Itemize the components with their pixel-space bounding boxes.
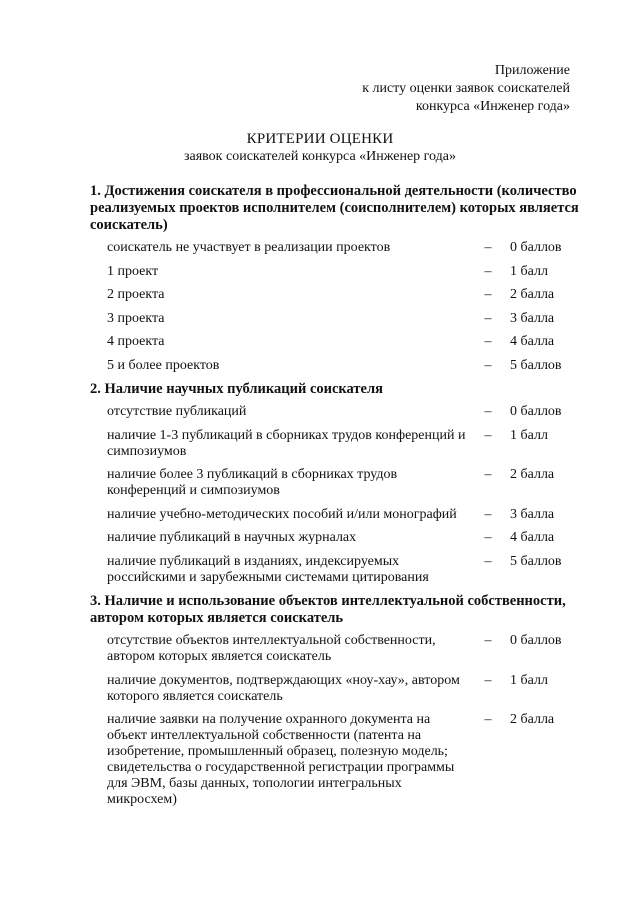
- criterion-score: 4 балла: [510, 530, 555, 545]
- criteria-section-publications: [90, 381, 602, 586]
- criterion-text: 4 проекта: [107, 334, 165, 349]
- appendix-line: конкурса «Инженер года»: [415, 99, 570, 114]
- criterion-score: 5 баллов: [510, 553, 562, 569]
- criteria-list: [90, 183, 602, 816]
- criterion-text: наличие учебно-методических пособий и/или монографий: [107, 506, 457, 522]
- criterion-row: [90, 264, 602, 280]
- appendix-note: [362, 62, 570, 116]
- criterion-score: 0 баллов: [510, 633, 562, 648]
- criterion-dash: –: [484, 287, 492, 302]
- criterion-dash: –: [484, 633, 492, 648]
- criterion-score: 3 балла: [510, 506, 555, 522]
- criterion-row: [90, 334, 602, 350]
- criterion-text: соискатель не участвует в реализации проектов: [107, 240, 391, 255]
- section-heading: 3. Наличие и использование объектов интеллектуальной собственности, автором которых является соискатель: [90, 593, 566, 626]
- criteria-section-intellectual-property: [90, 593, 602, 808]
- appendix-line: к листу оценки заявок соискателей: [362, 81, 570, 96]
- criterion-row: [90, 530, 602, 546]
- criterion-dash: –: [484, 712, 492, 727]
- criterion-score: 4 балла: [510, 334, 555, 349]
- criterion-text: 2 проекта: [107, 287, 165, 302]
- criterion-score: 2 балла: [510, 287, 555, 302]
- criterion-score: 1 балл: [510, 427, 548, 443]
- criterion-text: отсутствие объектов интеллектуальной собственности, автором которых является соискатель: [107, 633, 436, 664]
- criterion-dash: –: [484, 427, 492, 443]
- criterion-row: [90, 712, 602, 808]
- criterion-text: наличие заявки на получение охранного документа на объект интеллектуальной собственности (патента на изобретение, промышленный образец, полезную модель; свидетельства о государственной регистрации программы для ЭВМ, базы данных, топологии интегральных микросхем): [107, 712, 455, 807]
- criterion-row: [90, 673, 602, 705]
- criterion-row: [90, 358, 602, 374]
- criterion-row: [90, 311, 602, 327]
- criterion-dash: –: [484, 240, 492, 255]
- criterion-dash: –: [484, 334, 492, 349]
- document-title: КРИТЕРИИ ОЦЕНКИ: [246, 131, 394, 147]
- criterion-dash: –: [484, 467, 492, 482]
- criterion-text: наличие документов, подтверждающих «ноу-хау», автором которого является соискатель: [107, 672, 460, 704]
- criterion-dash: –: [484, 506, 492, 522]
- criterion-row: [90, 428, 602, 460]
- appendix-line: Приложение: [494, 63, 570, 78]
- criterion-text: 1 проект: [107, 263, 159, 279]
- criterion-dash: –: [484, 357, 492, 373]
- criteria-section-achievements: [90, 183, 602, 374]
- criterion-row: [90, 554, 602, 586]
- criterion-text: наличие 1-3 публикаций в сборниках трудов конференций и симпозиумов: [107, 427, 466, 459]
- criterion-score: 2 балла: [510, 467, 555, 482]
- criterion-dash: –: [484, 404, 492, 419]
- document-title-block: [0, 130, 640, 166]
- criterion-text: наличие более 3 публикаций в сборниках трудов конференций и симпозиумов: [107, 467, 398, 498]
- criterion-row: [90, 287, 602, 303]
- criterion-text: наличие публикаций в изданиях, индексируемых российскими и зарубежными системами цитирования: [107, 553, 429, 585]
- criterion-row: [90, 240, 602, 256]
- criterion-dash: –: [484, 672, 492, 688]
- criterion-row: [90, 404, 602, 420]
- section-heading: 1. Достижения соискателя в профессиональной деятельности (количество реализуемых проектов исполнителем (соисполнителем) которых является соискатель): [90, 183, 579, 233]
- criterion-text: наличие публикаций в научных журналах: [107, 530, 357, 545]
- criterion-text: 3 проекта: [107, 310, 165, 326]
- criterion-row: [90, 633, 602, 665]
- criterion-text: отсутствие публикаций: [107, 404, 247, 419]
- criterion-text: 5 и более проектов: [107, 357, 220, 373]
- criterion-score: 5 баллов: [510, 357, 562, 373]
- criterion-dash: –: [484, 310, 492, 326]
- criterion-score: 3 балла: [510, 310, 555, 326]
- criterion-score: 0 баллов: [510, 240, 562, 255]
- criterion-row: [90, 507, 602, 523]
- criterion-score: 1 балл: [510, 263, 548, 279]
- document-subtitle: заявок соискателей конкурса «Инженер года»: [183, 149, 456, 164]
- criterion-score: 1 балл: [510, 672, 548, 688]
- criterion-score: 0 баллов: [510, 404, 562, 419]
- criterion-dash: –: [484, 530, 492, 545]
- criterion-dash: –: [484, 263, 492, 279]
- criterion-score: 2 балла: [510, 712, 555, 727]
- criterion-row: [90, 467, 602, 499]
- criterion-dash: –: [484, 553, 492, 569]
- section-heading: 2. Наличие научных публикаций соискателя: [90, 381, 383, 397]
